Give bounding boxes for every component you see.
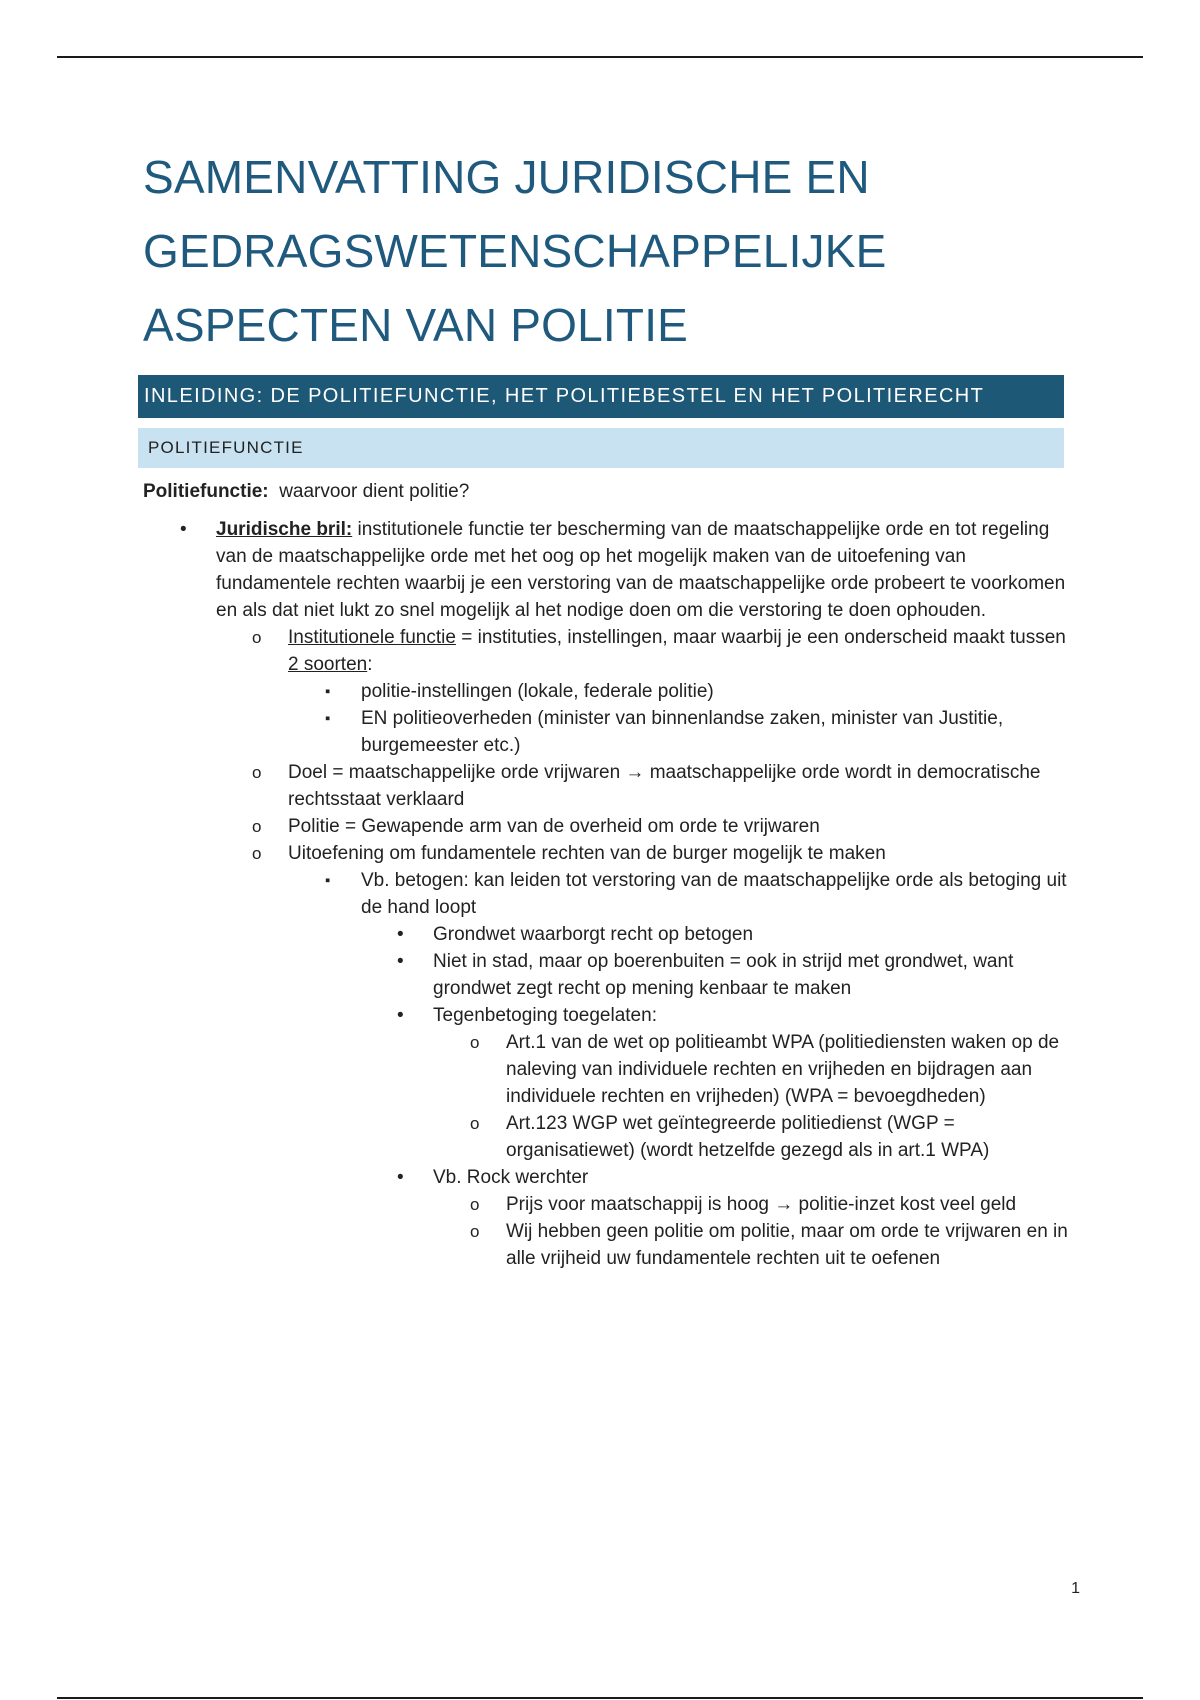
list-item-text: Wij hebben geen politie om politie, maar om orde te vrijwaren en in alle vrijheid uw fundamentele rechten uit te oefenen <box>506 1221 1068 1269</box>
intro-line <box>143 478 1073 505</box>
circle-marker: o <box>470 1033 480 1052</box>
bullet-marker: • <box>180 519 187 540</box>
circle-marker: o <box>470 1195 480 1214</box>
list-item <box>433 1191 1073 1218</box>
list-item-text: Doel = maatschappelijke orde vrijwaren → maatschappelijke orde wordt in democratische rechtsstaat verklaard <box>288 762 1041 810</box>
sub-list <box>433 1191 1073 1272</box>
institutionele-label: Institutionele functie <box>288 627 456 648</box>
list-item-text: Art.123 WGP wet geïntegreerde politiedienst (WGP = organisatiewet) (wordt hetzelfde gezegd als in art.1 WPA) <box>506 1113 990 1161</box>
sub-list <box>433 1029 1073 1164</box>
list-item-text: politie-instellingen (lokale, federale politie) <box>361 681 714 702</box>
square-marker: ▪ <box>325 710 331 727</box>
square-marker: ▪ <box>325 872 331 889</box>
list-item <box>433 1110 1073 1164</box>
bottom-rule <box>57 1697 1143 1699</box>
document-title <box>143 140 1143 362</box>
sub-list <box>288 867 1073 1272</box>
sub-list <box>216 624 1073 1272</box>
list-item-text: Art.1 van de wet op politieambt WPA (politiediensten waken op de naleving van individuele rechten en vrijheden en bijdragen aan individuele rechten en vrijheden) (WPA = bevoegdheden) <box>506 1032 1060 1107</box>
institutionele-text-b: : <box>367 654 373 675</box>
list-item <box>433 1218 1073 1272</box>
list-item <box>361 1002 1073 1164</box>
circle-marker: o <box>252 844 262 863</box>
juridische-text: institutionele functie ter bescherming van de maatschappelijke orde en tot regeling van de maatschappelijke orde met het oog op het mogelijk maken van de uitoefening van fundamentele rechten waarbij je een verstoring van de maatschappelijke orde probeert te voorkomen en als dat niet lukt zo snel mogelijk al het nodige doen om die verstoring te doen ophouden. <box>216 519 1066 621</box>
list-item <box>216 759 1073 813</box>
list-item-text: Prijs voor maatschappij is hoog → politie-inzet kost veel geld <box>506 1194 1017 1215</box>
page-number: 1 <box>1071 1580 1080 1597</box>
list-item-text: Vb. Rock werchter <box>433 1167 589 1188</box>
bullet-marker: • <box>397 924 404 945</box>
list-item <box>216 624 1073 759</box>
list-item-text: Uitoefening om fundamentele rechten van de burger mogelijk te maken <box>288 843 886 864</box>
bullet-marker: • <box>397 1005 404 1026</box>
institutionele-text-a: = instituties, instellingen, maar waarbij je een onderscheid maakt tussen <box>455 627 1066 648</box>
sub-list <box>288 678 1073 759</box>
top-rule <box>57 56 1143 58</box>
circle-marker: o <box>252 763 262 782</box>
list-item <box>433 1029 1073 1110</box>
list-item <box>361 1164 1073 1272</box>
list-item-text: Tegenbetoging toegelaten: <box>433 1005 657 1026</box>
title-line: SAMENVATTING JURIDISCHE EN <box>143 151 870 203</box>
list-item <box>143 516 1073 1272</box>
list-item <box>361 948 1073 1002</box>
list-item <box>288 705 1073 759</box>
title-line: GEDRAGSWETENSCHAPPELIJKE <box>143 225 887 277</box>
soorten-text: 2 soorten <box>288 654 368 675</box>
circle-marker: o <box>470 1114 480 1133</box>
heading-1: INLEIDING: DE POLITIEFUNCTIE, HET POLITIEBESTEL EN HET POLITIERECHT <box>138 375 1064 418</box>
list-item <box>216 813 1073 840</box>
list-item <box>288 678 1073 705</box>
list-item <box>361 921 1073 948</box>
sub-list <box>361 921 1073 1272</box>
list-item-text: EN politieoverheden (minister van binnenlandse zaken, minister van Justitie, burgemeester etc.) <box>361 708 1004 756</box>
list-item <box>288 867 1073 1272</box>
list-item-text: Vb. betogen: kan leiden tot verstoring van de maatschappelijke orde als betoging uit de hand loopt <box>361 870 1067 918</box>
intro-text: waarvoor dient politie? <box>279 481 470 502</box>
intro-label: Politiefunctie: <box>143 481 269 502</box>
circle-marker: o <box>252 628 262 647</box>
list-item-text: Niet in stad, maar op boerenbuiten = ook in strijd met grondwet, want grondwet zegt recht op mening kenbaar te maken <box>433 951 1014 999</box>
bullet-marker: • <box>397 1167 404 1188</box>
square-marker: ▪ <box>325 683 331 700</box>
document-body <box>143 478 1073 1272</box>
bullet-list <box>143 516 1073 1272</box>
list-item-text: Grondwet waarborgt recht op betogen <box>433 924 754 945</box>
bullet-marker: • <box>397 951 404 972</box>
title-line: ASPECTEN VAN POLITIE <box>143 299 689 351</box>
heading-2: POLITIEFUNCTIE <box>138 428 1064 468</box>
list-item-text: Politie = Gewapende arm van de overheid om orde te vrijwaren <box>288 816 820 837</box>
list-item <box>216 840 1073 1272</box>
juridische-label: Juridische bril: <box>216 519 353 540</box>
circle-marker: o <box>252 817 262 836</box>
circle-marker: o <box>470 1222 480 1241</box>
